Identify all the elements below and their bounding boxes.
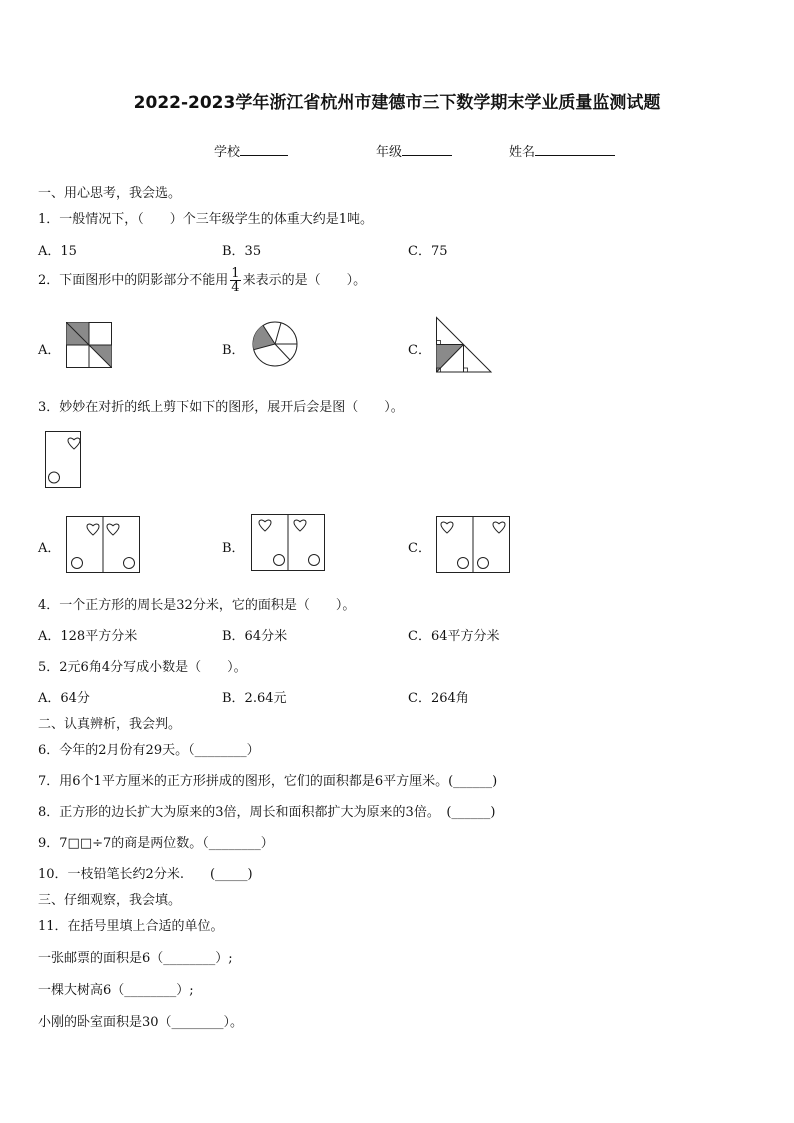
section-1-heading: 一、用心思考，我会选。 bbox=[38, 186, 182, 201]
q3-folded-paper bbox=[45, 431, 81, 488]
section-3-heading: 三、仔细观察，我会填。 bbox=[38, 893, 182, 908]
q4-option-c[interactable]: C．64平方分米 bbox=[408, 629, 500, 644]
q11-line-1: 一张邮票的面积是6（________）; bbox=[38, 951, 233, 966]
question-3: 3．妙妙在对折的纸上剪下如下的图形，展开后会是图（ ）。 bbox=[38, 400, 404, 415]
question-10: 10．一枝铅笔长约2分米. (_____) bbox=[38, 867, 253, 882]
q2-text-after: 来表示的是（ ）。 bbox=[242, 273, 367, 288]
q3-option-c[interactable]: C． bbox=[408, 541, 431, 556]
grade-label: 年级 bbox=[376, 145, 403, 160]
question-7: 7．用6个1平方厘米的正方形拼成的图形，它们的面积都是6平方厘米。(______) bbox=[38, 774, 498, 789]
q3-figure-a bbox=[66, 516, 140, 573]
question-4: 4．一个正方形的周长是32分米，它的面积是（ ）。 bbox=[38, 598, 356, 613]
question-1: 1．一般情况下，（ ）个三年级学生的体重大约是1吨。 bbox=[38, 212, 374, 227]
grade-field[interactable] bbox=[376, 141, 452, 160]
q2-text-before: 2．下面图形中的阴影部分不能用 bbox=[38, 273, 229, 288]
page-title: 2022-2023学年浙江省杭州市建德市三下数学期末学业质量监测试题 bbox=[133, 93, 661, 113]
q5-option-b[interactable]: B．2.64元 bbox=[222, 691, 287, 706]
q4-option-a[interactable]: A．128平方分米 bbox=[38, 629, 138, 644]
name-label: 姓名 bbox=[509, 145, 536, 160]
q2-option-a[interactable]: A． bbox=[38, 343, 61, 358]
section-2-heading: 二、认真辨析，我会判。 bbox=[38, 717, 182, 732]
question-8: 8．正方形的边长扩大为原来的3倍，周长和面积都扩大为原来的3倍。 (______) bbox=[38, 805, 496, 820]
q5-option-a[interactable]: A．64分 bbox=[38, 691, 90, 706]
q11-line-2: 一棵大树高6（________）; bbox=[38, 983, 194, 998]
q1-option-b[interactable]: B．35 bbox=[222, 244, 262, 259]
school-blank[interactable] bbox=[240, 143, 288, 156]
name-field[interactable] bbox=[509, 141, 615, 160]
q2-option-b[interactable]: B． bbox=[222, 343, 245, 358]
q4-option-b[interactable]: B．64分米 bbox=[222, 629, 288, 644]
question-9: 9．7□□÷7的商是两位数。（________） bbox=[38, 836, 274, 851]
grade-blank[interactable] bbox=[402, 143, 452, 156]
school-field[interactable] bbox=[214, 141, 288, 160]
q3-figure-b bbox=[251, 514, 325, 571]
fraction-denominator: 4 bbox=[231, 280, 240, 295]
question-6: 6．今年的2月份有29天。（________） bbox=[38, 743, 260, 758]
q3-option-a[interactable]: A． bbox=[38, 541, 61, 556]
fraction-numerator: 1 bbox=[231, 266, 240, 281]
q3-figure-c bbox=[436, 516, 510, 573]
name-blank[interactable] bbox=[535, 143, 615, 156]
q2-figure-b-circle bbox=[252, 321, 298, 367]
q5-option-c[interactable]: C．264角 bbox=[408, 691, 469, 706]
q1-option-c[interactable]: C．75 bbox=[408, 244, 448, 259]
fraction-one-quarter bbox=[230, 267, 240, 294]
q2-option-c[interactable]: C． bbox=[408, 343, 431, 358]
question-5: 5．2元6角4分写成小数是（ ）。 bbox=[38, 660, 247, 675]
q2-figure-c-triangle bbox=[436, 317, 492, 373]
q11-line-3: 小刚的卧室面积是30（________）。 bbox=[38, 1015, 244, 1030]
q2-figure-a-square bbox=[66, 322, 112, 368]
q3-option-b[interactable]: B． bbox=[222, 541, 245, 556]
question-11: 11．在括号里填上合适的单位。 bbox=[38, 919, 224, 934]
school-label: 学校 bbox=[214, 145, 241, 160]
question-2 bbox=[38, 266, 366, 296]
q1-option-a[interactable]: A．15 bbox=[38, 244, 77, 259]
